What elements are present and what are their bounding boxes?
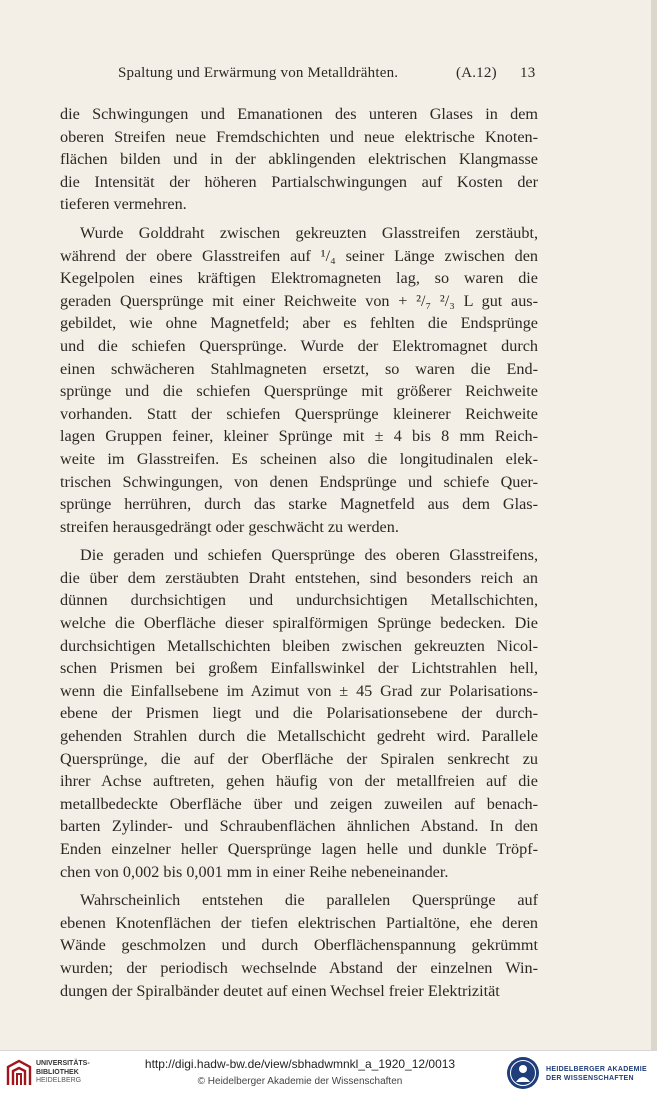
- text-line: die Schwingungen und Emanationen des unteren Glases in dem: [60, 105, 538, 123]
- text-line: streifen herausgedrängt oder geschwächt zu werden.: [60, 517, 399, 536]
- text-line: sprünge und die schiefen Quersprünge mit größerer Reichweite: [60, 382, 538, 401]
- page-edge-shadow: [651, 0, 657, 1050]
- text-line: trischen Schwingungen, von denen Endsprünge und schiefe Quer-: [60, 472, 538, 491]
- text-line: ebene der Prismen liegt und die Polarisationsebene der durch-: [60, 704, 538, 723]
- text-line: wurden; der periodisch wechselnde Abstand der einzelnen Win-: [60, 958, 538, 977]
- text-line: gehenden Strahlen durch die Metallschicht gedreht wird. Parallele: [60, 727, 538, 746]
- text-line: welche die Oberfläche dieser spiralförmigen Sprünge bedecken. Die: [60, 614, 538, 633]
- text-line: barten Zylinder- und Schraubenflächen ähnlichen Abstand. In den: [60, 817, 538, 836]
- copyright-notice: © Heidelberger Akademie der Wissenschaften: [197, 1076, 403, 1087]
- body-text: [60, 103, 538, 1002]
- text-line: ihrer Achse auftreten, gehen häufig von der metallfreien auf die: [60, 772, 538, 791]
- text-line: dungen der Spiralbänder deutet auf einen Wechsel freier Elektrizität: [60, 981, 500, 1000]
- text-line: lagen Gruppen feiner, kleiner Sprünge mit ± 4 bis 8 mm Reich-: [60, 427, 538, 446]
- paragraph: [60, 544, 538, 883]
- text-line: sprünge herrühren, durch das starke Magnetfeld aus dem Glas-: [60, 495, 538, 514]
- text-line: Quersprünge, die auf der Oberfläche der Spiralen senkrecht zu: [60, 749, 538, 768]
- text-line: flächen bilden und in der abklingenden elektrischen Klangmasse: [60, 150, 538, 169]
- permalink-url[interactable]: http://digi.hadw-bw.de/view/sbhadwmnkl_a_1920_12/0013: [144, 1057, 456, 1071]
- library-emblem-icon: [6, 1059, 32, 1087]
- text-line: schen Prismen bei großem Einfallswinkel der Lichtstrahlen hell,: [60, 659, 538, 678]
- page-number: 13: [520, 65, 536, 81]
- library-logo-line-2: BIBLIOTHEK: [36, 1068, 79, 1076]
- text-line: dünnen durchsichtigen und undurchsichtigen Metallschichten,: [60, 591, 538, 610]
- text-line: einen schwächeren Stahlmagneten ersetzt, so waren die End-: [60, 359, 538, 378]
- running-head-title: Spaltung und Erwärmung von Metalldrähten.: [118, 65, 399, 81]
- text-line: weite im Glasstreifen. Es scheinen also die longitudinalen elek-: [60, 449, 538, 468]
- text-line: geraden Quersprünge mit einer Reichweite von + ²/₇ ²/₃ L gut aus-: [60, 291, 538, 310]
- running-head-section: (A.12): [456, 65, 497, 81]
- academy-seal-icon: [506, 1056, 540, 1090]
- text-line: Wahrscheinlich entstehen die parallelen Quersprünge auf: [80, 891, 538, 910]
- academy-logo-line-1: HEIDELBERGER AKADEMIE: [546, 1066, 647, 1073]
- text-line: oberen Streifen neue Fremdschichten und neue elektrische Knoten-: [60, 127, 538, 146]
- text-line: wenn die Einfallsebene im Azimut von ± 45 Grad zur Polarisations-: [60, 681, 538, 700]
- text-line: chen von 0,002 bis 0,001 mm in einer Reihe nebeneinander.: [60, 862, 449, 881]
- text-line: gebildet, wie ohne Magnetfeld; aber es fehlten die Endsprünge: [60, 314, 538, 333]
- text-line: vorhanden. Statt der schiefen Quersprünge kleinerer Reichweite: [60, 404, 538, 423]
- viewer-footer: [0, 1050, 657, 1095]
- academy-logo[interactable]: [506, 1056, 654, 1090]
- text-line: Die geraden und schiefen Quersprünge des oberen Glasstreifens,: [80, 546, 538, 565]
- text-line: metallbedeckte Oberfläche über und zeigen zuweilen auf benach-: [60, 794, 538, 813]
- university-library-logo[interactable]: [6, 1057, 116, 1089]
- paragraph: [60, 889, 538, 1002]
- text-line: durchsichtigen Metallschichten bleiben zwischen gekreuzten Nicol-: [60, 636, 538, 655]
- text-line: ebenen Knotenflächen der tiefen elektrischen Partialtöne, ehe deren: [60, 913, 538, 932]
- text-line: während der obere Glasstreifen auf ¹/₄ seiner Länge zwischen den: [60, 246, 538, 265]
- text-line: tieferen vermehren.: [60, 195, 187, 214]
- text-line: Wände geschmolzen und durch Oberflächenspannung gekrümmt: [60, 936, 538, 955]
- text-line: und die schiefen Quersprünge. Wurde der Elektromagnet durch: [60, 336, 538, 355]
- text-line: Wurde Golddraht zwischen gekreuzten Glasstreifen zerstäubt,: [80, 223, 538, 242]
- library-logo-line-1: UNIVERSITÄTS-: [36, 1060, 90, 1067]
- paragraph: [60, 222, 538, 538]
- text-line: die über dem zerstäubten Draht entstehen, sind besonders reich an: [60, 568, 538, 587]
- text-line: Enden einzelner heller Quersprünge lagen helle und dunkle Tröpf-: [60, 840, 538, 858]
- text-line: die Intensität der höheren Partialschwingungen auf Kosten der: [60, 172, 538, 191]
- academy-logo-line-2: DER WISSENSCHAFTEN: [546, 1075, 634, 1082]
- library-logo-line-3: HEIDELBERG: [36, 1077, 82, 1084]
- paragraph: [60, 103, 538, 216]
- text-line: Kegelpolen eines kräftigen Elektromagneten lag, so waren die: [60, 269, 538, 288]
